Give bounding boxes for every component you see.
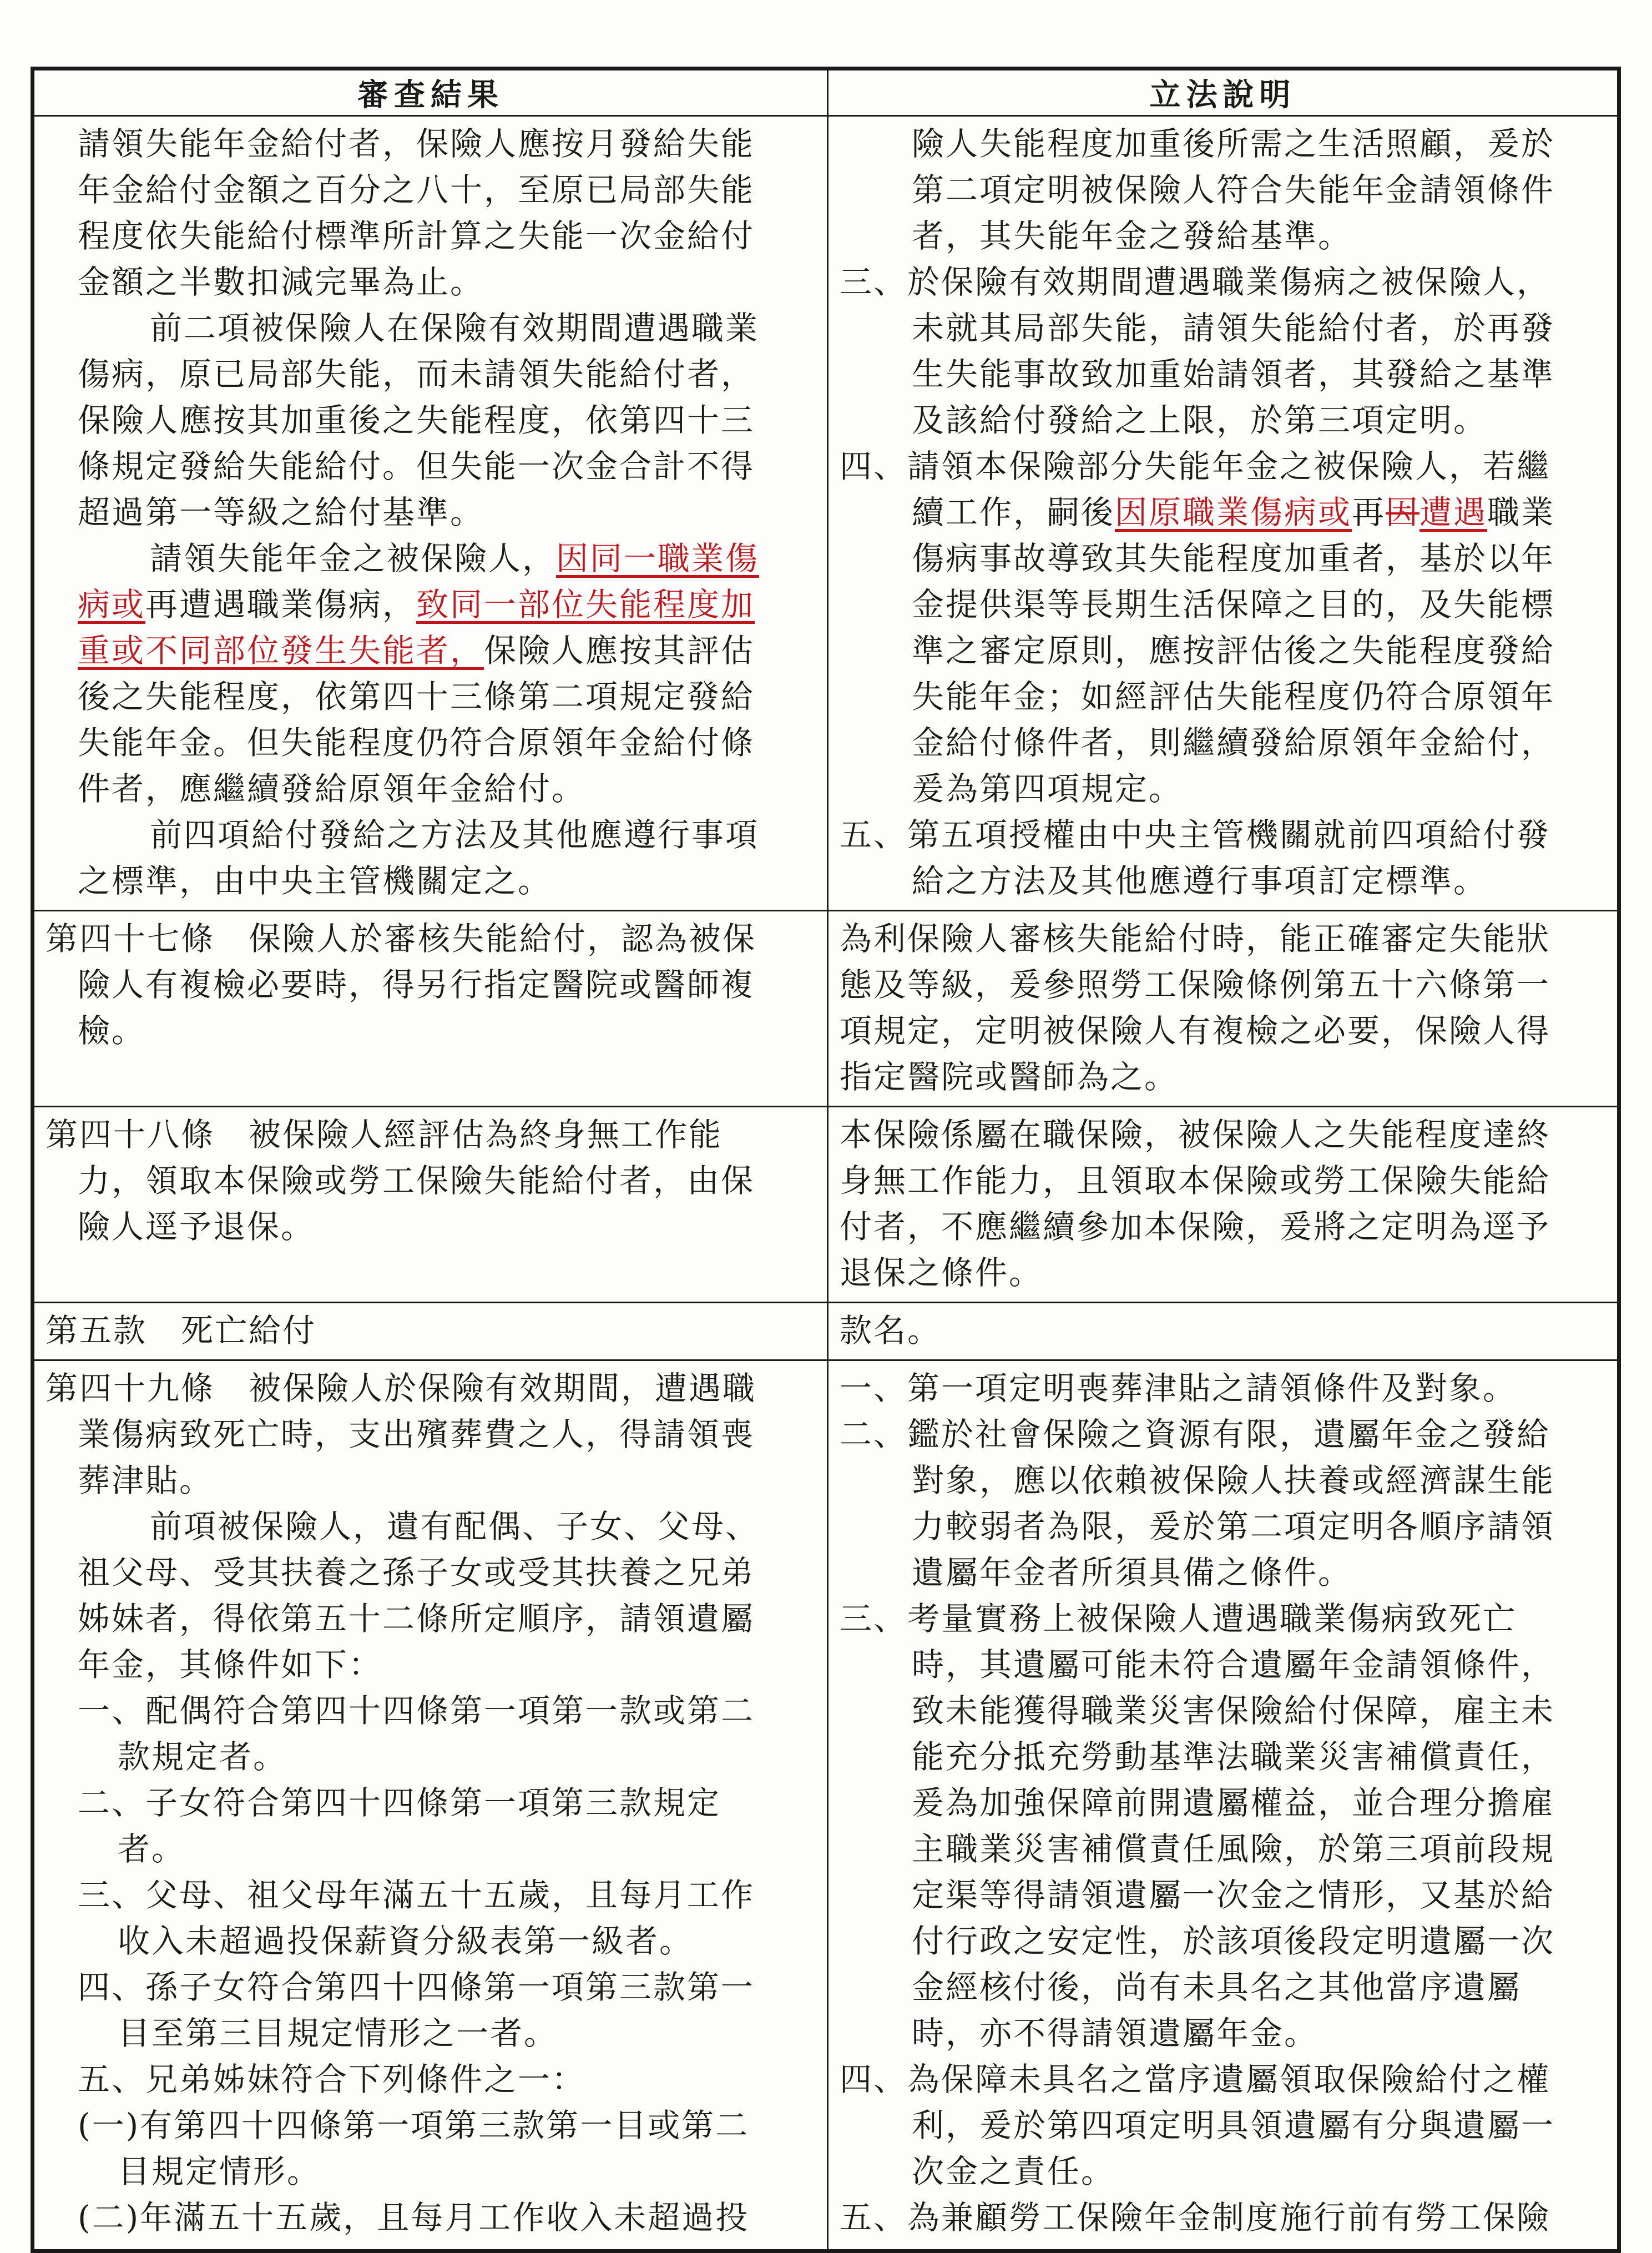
text-span: 再 — [1352, 493, 1386, 531]
text-line — [840, 1642, 1607, 1688]
text-line — [46, 1365, 817, 1412]
text-line — [46, 1008, 817, 1054]
text-line — [46, 1204, 817, 1250]
text-span: 金給付條件者，則繼續發給原領年金給付， — [912, 724, 1555, 762]
text-span: 件者，應繼續發給原領年金給付。 — [78, 770, 586, 808]
text-span: 條規定發給失能給付。但失能一次金合計不得 — [78, 447, 755, 485]
review-result-cell — [34, 116, 828, 911]
text-line — [840, 1964, 1607, 2010]
text-line — [46, 1550, 817, 1596]
text-span: 退保之條件。 — [840, 1254, 1043, 1292]
text-line — [46, 582, 817, 628]
text-line — [840, 2057, 1607, 2103]
text-span: 葬津貼。 — [78, 1461, 214, 1499]
text-line — [840, 1158, 1607, 1204]
text-span: 險人逕予退保。 — [78, 1208, 315, 1246]
text-line — [840, 858, 1607, 904]
text-span: 程度依失能給付標準所計算之失能一次金給付 — [78, 217, 755, 255]
text-line — [46, 1826, 817, 1872]
text-span: 傷病事故導致其失能程度加重者，基於以年 — [912, 540, 1555, 577]
review-result-cell — [34, 1360, 828, 2250]
text-line — [46, 213, 817, 259]
text-span: 給之方法及其他應遵行事項訂定標準。 — [912, 862, 1488, 900]
text-line — [840, 259, 1607, 305]
text-span: 身無工作能力，且領取本保險或勞工保險失能給 — [840, 1162, 1551, 1199]
amended-text: 因原職業傷病或 — [1115, 493, 1352, 531]
text-span: 檢。 — [78, 1012, 146, 1050]
text-span: 力較弱者為限，爰於第二項定明各順序請領 — [912, 1508, 1555, 1545]
text-span: 四、請領本保險部分失能年金之被保險人，若繼 — [840, 447, 1551, 485]
text-line — [46, 2057, 817, 2103]
text-span: 時，亦不得請領遺屬年金。 — [912, 2014, 1318, 2052]
explanation-cell — [828, 116, 1618, 911]
text-span: 對象，應以依賴被保險人扶養或經濟謀生能 — [912, 1461, 1555, 1499]
text-line — [840, 536, 1607, 582]
text-line — [840, 490, 1607, 536]
text-span: 年金，其條件如下： — [78, 1646, 383, 1684]
text-span: 請領失能年金之被保險人， — [150, 540, 557, 577]
table-row — [34, 1107, 1618, 1303]
text-span: 保險人應按其加重後之失能程度，依第四十三 — [78, 401, 755, 439]
text-line — [46, 1112, 817, 1158]
text-line — [840, 443, 1607, 490]
text-span: 能充分抵充勞動基準法職業災害補償責任， — [912, 1738, 1555, 1776]
text-line — [840, 1365, 1607, 1412]
text-line — [840, 351, 1607, 397]
text-line — [840, 1112, 1607, 1158]
text-line — [46, 443, 817, 490]
text-line — [840, 1458, 1607, 1504]
text-line — [840, 1250, 1607, 1296]
text-span: 金額之半數扣減完畢為止。 — [78, 263, 484, 301]
text-line — [46, 1918, 817, 1964]
text-span: 三、考量實務上被保險人遭遇職業傷病致死亡 — [840, 1600, 1517, 1637]
text-line — [46, 1780, 817, 1826]
text-span: 未就其局部失能，請領失能給付者，於再發 — [912, 309, 1555, 347]
text-span: 續工作，嗣後 — [912, 493, 1115, 531]
text-span: 前項被保險人，遺有配偶、子女、父母、 — [150, 1508, 760, 1545]
text-line — [840, 1688, 1607, 1734]
text-line — [840, 1596, 1607, 1642]
text-span: 款規定者。 — [118, 1738, 287, 1776]
review-result-cell — [34, 911, 828, 1107]
text-span: 為利保險人審核失能給付時，能正確審定失能狀 — [840, 920, 1551, 957]
text-span: 定渠等得請領遺屬一次金之情形，又基於給 — [912, 1876, 1555, 1914]
text-span: 指定醫院或醫師為之。 — [840, 1058, 1179, 1096]
text-span: 三、父母、祖父母年滿五十五歲，且每月工作 — [78, 1876, 755, 1914]
text-span: 一、配偶符合第四十四條第一項第一款或第二 — [78, 1692, 755, 1730]
text-line — [840, 628, 1607, 674]
text-line — [46, 351, 817, 397]
text-line — [840, 1412, 1607, 1458]
review-result-cell — [34, 1303, 828, 1360]
text-span: 力，領取本保險或勞工保險失能給付者，由保 — [78, 1162, 755, 1199]
text-line — [46, 2010, 817, 2057]
review-result-cell — [34, 1107, 828, 1303]
text-span: 致未能獲得職業災害保險給付保障，雇主未 — [912, 1692, 1555, 1730]
text-span: 姊妹者，得依第五十二條所定順序，請領遺屬 — [78, 1600, 755, 1637]
text-span: 爰為加強保障前開遺屬權益，並合理分擔雇 — [912, 1784, 1555, 1822]
text-line — [840, 766, 1607, 812]
text-span: 五、兄弟姊妹符合下列條件之一： — [78, 2060, 586, 2098]
text-line — [840, 121, 1607, 167]
text-line — [840, 1734, 1607, 1780]
text-span: 失能年金；如經評估失能程度仍符合原領年 — [912, 678, 1555, 715]
text-span: 者。 — [118, 1830, 186, 1868]
text-line — [46, 2195, 817, 2241]
text-line — [840, 397, 1607, 443]
text-span: 之標準，由中央主管機關定之。 — [78, 862, 552, 900]
explanation-cell — [828, 911, 1618, 1107]
text-line — [840, 812, 1607, 858]
text-line — [840, 2103, 1607, 2149]
text-span: (一)有第四十四條第一項第三款第一目或第二 — [78, 2106, 750, 2144]
text-span: 次金之責任。 — [912, 2153, 1115, 2190]
header-review-result: 審查結果 — [34, 70, 828, 116]
text-span: 第四十七條 保險人於審核失能給付，認為被保 — [46, 920, 757, 957]
text-line — [46, 1642, 817, 1688]
text-span: 年金給付金額之百分之八十，至原已局部失能 — [78, 171, 755, 209]
text-line — [46, 490, 817, 536]
text-line — [840, 1550, 1607, 1596]
text-line — [840, 582, 1607, 628]
text-line — [46, 121, 817, 167]
text-span: 態及等級，爰參照勞工保險條例第五十六條第一 — [840, 966, 1551, 1004]
text-span: 者，其失能年金之發給基準。 — [912, 217, 1352, 255]
text-line — [46, 1504, 817, 1550]
text-line — [840, 1504, 1607, 1550]
text-line — [840, 1780, 1607, 1826]
text-line — [46, 536, 817, 582]
amended-text: 遭遇 — [1419, 493, 1488, 531]
text-span: 第二項定明被保險人符合失能年金請領條件 — [912, 171, 1555, 209]
text-line — [840, 1918, 1607, 1964]
text-line — [46, 1872, 817, 1918]
text-line — [46, 1596, 817, 1642]
text-span: 五、第五項授權由中央主管機關就前四項給付發 — [840, 816, 1551, 854]
amended-text: 致同一部位失能程度加 — [416, 586, 755, 623]
text-span: 爰為第四項規定。 — [912, 770, 1183, 808]
text-line — [840, 305, 1607, 351]
text-span: 超過第一等級之給付基準。 — [78, 493, 484, 531]
text-line — [840, 1008, 1607, 1054]
text-span: (二)年滿五十五歲，且每月工作收入未超過投 — [78, 2199, 750, 2236]
text-line — [46, 858, 817, 904]
text-span: 二、鑑於社會保險之資源有限，遺屬年金之發給 — [840, 1415, 1551, 1453]
text-line — [46, 962, 817, 1008]
text-line — [46, 2103, 817, 2149]
text-line — [840, 213, 1607, 259]
text-span: 險人有複檢必要時，得另行指定醫院或醫師複 — [78, 966, 755, 1004]
text-span: 五、為兼顧勞工保險年金制度施行前有勞工保險 — [840, 2199, 1551, 2236]
text-line — [840, 1054, 1607, 1100]
text-span: 金經核付後，尚有未具名之其他當序遺屬 — [912, 1968, 1522, 2006]
text-line — [46, 1688, 817, 1734]
text-span: 準之審定原則，應按評估後之失能程度發給 — [912, 632, 1555, 669]
text-line — [46, 305, 817, 351]
table-header-row — [34, 70, 1618, 116]
text-line — [840, 720, 1607, 766]
text-span: 業傷病致死亡時，支出殯葬費之人，得請領喪 — [78, 1415, 755, 1453]
table-row — [34, 1303, 1618, 1360]
text-span: 前二項被保險人在保險有效期間遭遇職業 — [150, 309, 760, 347]
text-line — [840, 1308, 1607, 1354]
text-line — [840, 1204, 1607, 1250]
text-line — [46, 674, 817, 720]
text-span: 前四項給付發給之方法及其他應遵行事項 — [150, 816, 760, 854]
comparison-table — [31, 67, 1621, 2253]
text-span: 保險人應按其評估 — [484, 632, 755, 669]
text-line — [46, 628, 817, 674]
text-line — [46, 1964, 817, 2010]
text-span: 四、孫子女符合第四十四條第一項第三款第一 — [78, 1968, 755, 2006]
text-span: 金提供渠等長期生活保障之目的，及失能標 — [912, 586, 1555, 623]
text-line — [46, 766, 817, 812]
text-span: 第四十九條 被保險人於保險有效期間，遭遇職 — [46, 1369, 757, 1407]
text-span: 主職業災害補償責任風險，於第三項前段規 — [912, 1830, 1555, 1868]
text-span: 請領失能年金給付者，保險人應按月發給失能 — [78, 125, 755, 163]
text-line — [840, 1872, 1607, 1918]
text-line — [46, 1412, 817, 1458]
text-span: 時，其遺屬可能未符合遺屬年金請領條件， — [912, 1646, 1555, 1684]
table-row — [34, 1360, 1618, 2250]
text-span: 二、子女符合第四十四條第一項第三款規定 — [78, 1784, 721, 1822]
text-span: 收入未超過投保薪資分級表第一級者。 — [118, 1922, 694, 1960]
text-span: 一、第一項定明喪葬津貼之請領條件及對象。 — [840, 1369, 1517, 1407]
text-line — [46, 1158, 817, 1204]
text-line — [46, 1308, 817, 1354]
text-span: 傷病，原已局部失能，而未請領失能給付者， — [78, 355, 755, 393]
text-span: 利，爰於第四項定明具領遺屬有分與遺屬一 — [912, 2106, 1555, 2144]
text-span: 後之失能程度，依第四十三條第二項規定發給 — [78, 678, 755, 715]
amended-text: 病或 — [78, 586, 146, 623]
text-line — [46, 1458, 817, 1504]
text-span: 三、於保險有效期間遭遇職業傷病之被保險人， — [840, 263, 1551, 301]
text-line — [840, 674, 1607, 720]
text-span: 第四十八條 被保險人經評估為終身無工作能 — [46, 1116, 723, 1153]
text-span: 再遭遇職業傷病， — [145, 586, 417, 623]
text-span: 險人失能程度加重後所需之生活照顧，爰於 — [912, 125, 1555, 163]
table-row — [34, 911, 1618, 1107]
text-span: 失能年金。但失能程度仍符合原領年金給付條 — [78, 724, 755, 762]
text-line — [840, 2010, 1607, 2057]
text-line — [46, 167, 817, 213]
text-line — [46, 259, 817, 305]
explanation-cell — [828, 1360, 1618, 2250]
text-line — [840, 962, 1607, 1008]
text-span: 本保險係屬在職保險，被保險人之失能程度達終 — [840, 1116, 1551, 1153]
text-line — [840, 1826, 1607, 1872]
text-line — [46, 2149, 817, 2195]
text-span: 遺屬年金者所須具備之條件。 — [912, 1554, 1352, 1591]
text-span: 款名。 — [840, 1312, 942, 1349]
text-span: 祖父母、受其扶養之孫子女或受其扶養之兄弟 — [78, 1554, 755, 1591]
text-span: 生失能事故致加重始請領者，其發給之基準 — [912, 355, 1555, 393]
explanation-cell — [828, 1107, 1618, 1303]
text-span: 目至第三目規定情形之一者。 — [118, 2014, 558, 2052]
text-line — [46, 720, 817, 766]
text-span: 及該給付發給之上限，於第三項定明。 — [912, 401, 1488, 439]
text-span: 第五款 死亡給付 — [46, 1312, 317, 1349]
amended-text: 重或不同部位發生失能者， — [78, 632, 484, 669]
text-line — [840, 167, 1607, 213]
explanation-cell — [828, 1303, 1618, 1360]
text-span: 職業 — [1487, 493, 1555, 531]
text-line — [840, 916, 1607, 962]
text-span: 四、為保障未具名之當序遺屬領取保險給付之權 — [840, 2060, 1551, 2098]
text-span: 付者，不應繼續參加本保險，爰將之定明為逕予 — [840, 1208, 1551, 1246]
text-span: 付行政之安定性，於該項後段定明遺屬一次 — [912, 1922, 1555, 1960]
table-row — [34, 116, 1618, 911]
text-span: 目規定情形。 — [118, 2153, 321, 2190]
deleted-text: 因 — [1386, 493, 1420, 531]
text-line — [46, 1734, 817, 1780]
text-line — [46, 916, 817, 962]
text-line — [840, 2195, 1607, 2241]
amended-text: 因同一職業傷 — [556, 540, 760, 577]
header-legislative-explanation: 立法說明 — [828, 70, 1618, 116]
text-line — [46, 812, 817, 858]
text-span: 項規定，定明被保險人有複檢之必要，保險人得 — [840, 1012, 1551, 1050]
text-line — [46, 397, 817, 443]
text-line — [840, 2149, 1607, 2195]
